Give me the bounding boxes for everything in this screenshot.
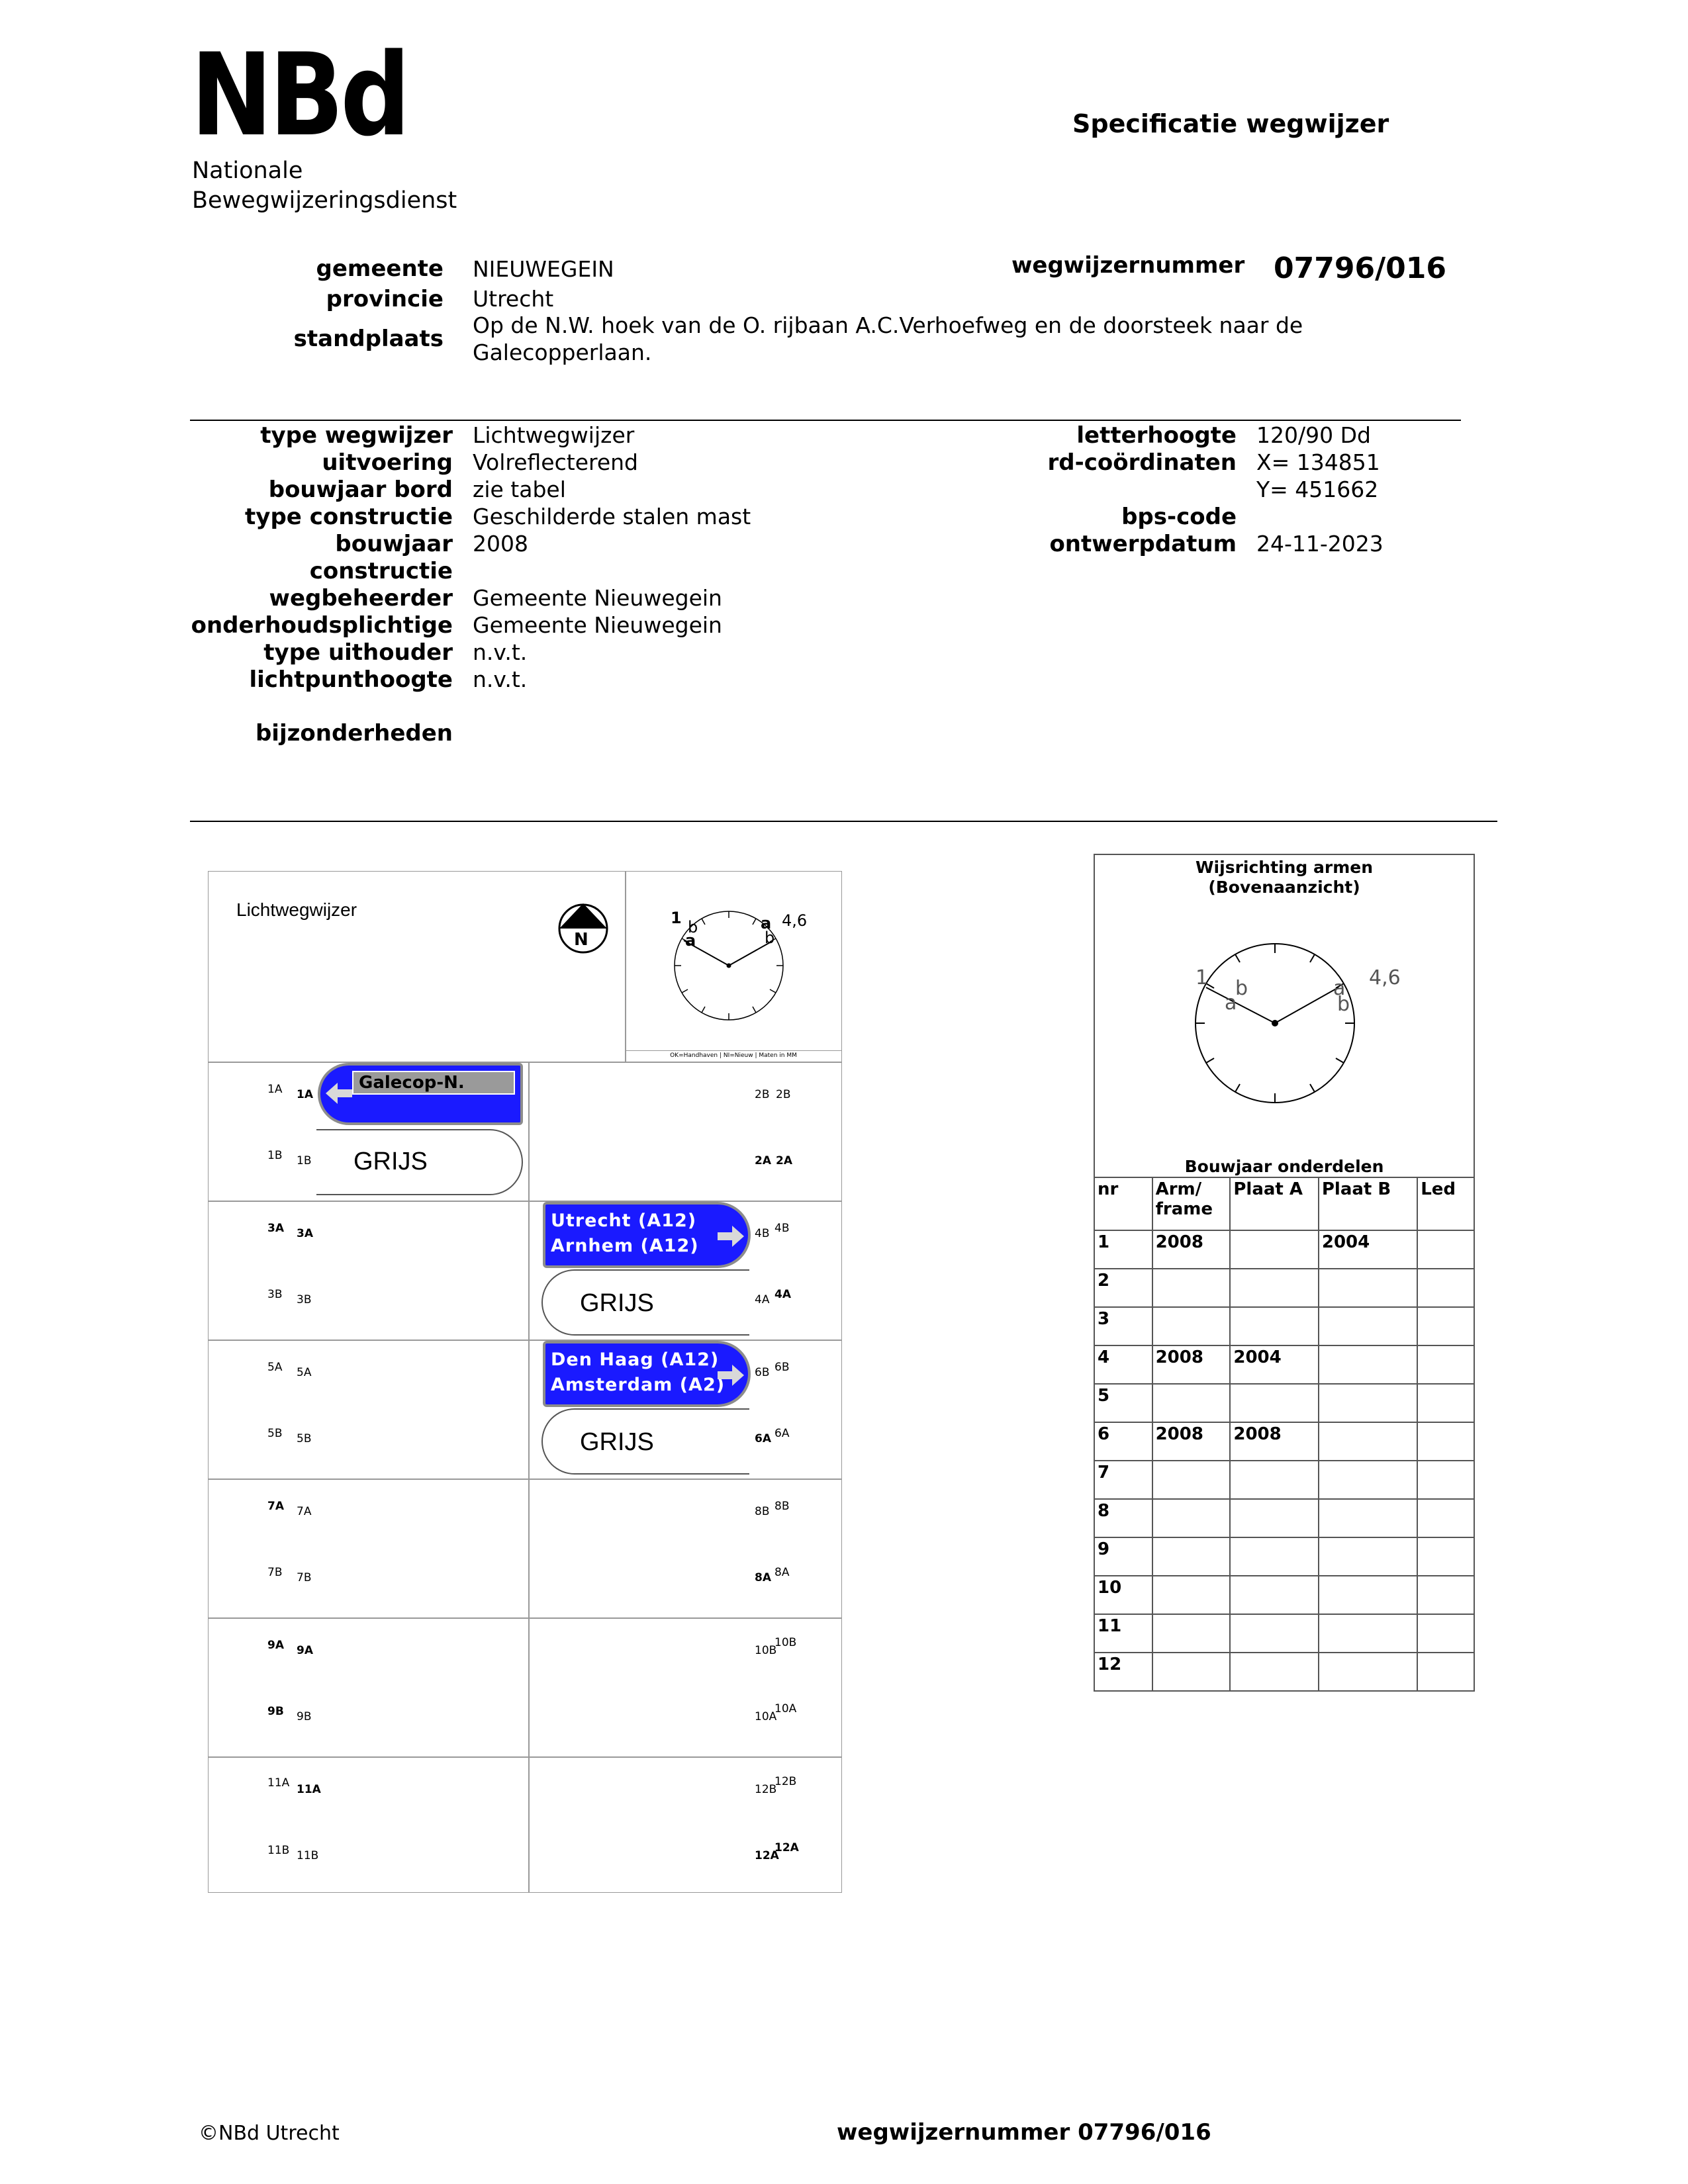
dial-right-b: b [1337,993,1350,1016]
bouwjaar-table [1094,1177,1475,1692]
table-row [1094,1499,1474,1537]
sign-1a-text: Galecop-N. [352,1071,515,1095]
table-cell [1417,1461,1474,1499]
onderhoudsplichtige-value: Gemeente Nieuwegein [473,612,722,638]
drawing-title-cell [208,871,626,1063]
slot-label: 2A [755,1154,771,1167]
provincie-label: provincie [326,286,444,312]
bouwjaar-constructie-label-2: constructie [309,558,453,584]
bijzonderheden-label: bijzonderheden [255,720,453,747]
table-cell: 5 [1094,1384,1152,1422]
slot-label: 11A [297,1783,321,1796]
dial-small-left-b: b [688,918,698,936]
dial-small-right-b: b [765,929,775,947]
table-cell [1230,1461,1319,1499]
slot-label: 5B [297,1432,312,1445]
table-row [1094,1307,1474,1345]
table-cell [1230,1307,1319,1345]
table-cell [1417,1384,1474,1422]
bouwjaar-title: Bouwjaar onderdelen [1184,1157,1384,1176]
letterhoogte-label: letterhoogte [1076,422,1237,449]
table-cell [1230,1537,1319,1576]
slot-label: 10B [774,1636,797,1649]
slot-label: 8B [774,1500,790,1513]
slot-label: 11B [297,1849,319,1862]
standplaats-line1: Op de N.W. hoek van de O. rijbaan A.C.Verhoefweg en de doorsteek naar de [473,312,1303,338]
grid-cell [208,1479,530,1619]
slot-label: 1B [297,1154,312,1167]
arrow-right-icon [715,1362,747,1388]
dial-left-num: 1 [1196,966,1209,989]
sign-6b [543,1341,751,1407]
table-cell [1319,1499,1417,1537]
rd-y-value: Y= 451662 [1256,477,1379,502]
table-cell [1152,1307,1231,1345]
drawing-title: Lichtwegwijzer [236,899,357,920]
dial-left-b: b [1235,977,1248,1000]
table-cell [1152,1576,1231,1614]
table-header-cell: Plaat A [1230,1177,1319,1230]
direction-dial-icon [1193,941,1358,1107]
slot-label: 5A [297,1366,312,1379]
table-cell: 2004 [1319,1230,1417,1269]
letterhoogte-value: 120/90 Dd [1256,422,1371,448]
logo-line2: Bewegwijzeringsdienst [192,187,457,214]
table-row [1094,1384,1474,1422]
type-constructie-value: Geschilderde stalen mast [473,504,751,529]
bps-code-label: bps-code [1121,504,1237,530]
table-cell [1319,1269,1417,1307]
lichtpunthoogte-value: n.v.t. [473,666,528,692]
bouwjaar-bord-label: bouwjaar bord [268,477,453,503]
table-row [1094,1345,1474,1384]
table-cell [1319,1576,1417,1614]
sign-6a-grijs [541,1408,749,1475]
rd-coordinaten-label: rd-coördinaten [1047,449,1237,476]
slot-label: 7A [297,1505,312,1518]
table-row [1094,1614,1474,1653]
table-header-cell: Arm/ frame [1152,1177,1231,1230]
table-cell: 1 [1094,1230,1152,1269]
table-header-cell: nr [1094,1177,1152,1230]
arrow-right-icon [715,1223,747,1250]
table-cell [1319,1537,1417,1576]
grid-cell [208,1756,530,1893]
table-cell: 2008 [1152,1345,1231,1384]
slot-label: 8B [755,1505,770,1518]
bouwjaar-constructie-value: 2008 [473,531,528,557]
slot-label: 9B [297,1710,312,1723]
table-cell: 2008 [1230,1422,1319,1461]
uitvoering-value: Volreflecterend [473,449,638,475]
table-cell [1417,1499,1474,1537]
slot-label: 4B [774,1222,790,1235]
grid-cell [528,1062,842,1202]
slot-label: 2A [776,1154,792,1167]
wegbeheerder-value: Gemeente Nieuwegein [473,585,722,611]
table-row [1094,1269,1474,1307]
table-cell [1417,1307,1474,1345]
slot-label: 5A [267,1361,283,1374]
slot-label: 12B [774,1775,797,1788]
slot-label: 7B [267,1566,283,1579]
dial-cell [625,871,842,1063]
table-cell [1152,1537,1231,1576]
slot-label: 2B [755,1088,770,1101]
dial-right-a: a [1333,977,1346,1000]
table-cell [1230,1614,1319,1653]
type-uithouder-label: type uithouder [263,639,453,666]
table-cell [1230,1653,1319,1691]
sign-4b [543,1202,751,1268]
slot-label: 1A [267,1083,283,1096]
slot-label: 4A [755,1293,770,1306]
table-cell [1152,1461,1231,1499]
dial-small-left-a: a [685,931,696,950]
table-cell: 7 [1094,1461,1152,1499]
divider-top [190,420,1461,421]
table-cell [1319,1422,1417,1461]
slot-label: 10A [755,1710,777,1723]
bouwjaar-bord-value: zie tabel [473,477,566,502]
table-cell [1152,1384,1231,1422]
table-cell: 2008 [1152,1422,1231,1461]
sign-6b-line1: Den Haag (A12) [551,1349,720,1370]
table-cell [1417,1576,1474,1614]
table-cell: 9 [1094,1537,1152,1576]
wegwijzernummer-value: 07796/016 [1274,251,1446,285]
slot-label: 9A [297,1644,313,1657]
table-cell: 3 [1094,1307,1152,1345]
table-cell [1417,1614,1474,1653]
table-cell [1319,1614,1417,1653]
table-cell [1152,1499,1231,1537]
table-header-cell: Plaat B [1319,1177,1417,1230]
ontwerpdatum-label: ontwerpdatum [1049,531,1237,557]
table-cell [1230,1499,1319,1537]
table-cell [1417,1269,1474,1307]
arrow-left-icon [323,1080,355,1107]
footer-copyright: ©NBd Utrecht [199,2122,340,2145]
grid-cell [528,1479,842,1619]
dial-small-right-a: a [761,914,772,933]
table-cell [1152,1614,1231,1653]
sign-drawing [208,871,842,1893]
bouwjaar-constructie-label-1: bouwjaar [335,531,453,557]
table-cell: 6 [1094,1422,1152,1461]
dial-small-left-num: 1 [671,909,682,927]
table-cell [1230,1230,1319,1269]
grid-cell [208,1201,530,1341]
grid-cell [208,1340,530,1480]
slot-label: 6B [774,1361,790,1374]
slot-label: 5B [267,1427,283,1440]
table-cell [1417,1230,1474,1269]
slot-label: 11B [267,1844,290,1857]
slot-label: 7A [267,1500,284,1513]
wijsrichting-box [1094,854,1475,1178]
uitvoering-label: uitvoering [322,449,453,476]
dial-right-num: 4,6 [1369,966,1401,989]
slot-label: 6B [755,1366,770,1379]
table-row [1094,1576,1474,1614]
slot-label: 6A [755,1432,771,1445]
ontwerpdatum-value: 24-11-2023 [1256,531,1383,557]
wijsrichting-title: Wijsrichting armen [1195,858,1374,877]
table-row [1094,1537,1474,1576]
footer-wegwijzernummer: wegwijzernummer 07796/016 [837,2119,1211,2146]
table-cell: 2004 [1230,1345,1319,1384]
slot-label: 3A [297,1227,313,1240]
sign-4b-line2: Arnhem (A12) [551,1236,699,1256]
table-row [1094,1653,1474,1691]
table-cell [1417,1653,1474,1691]
gemeente-label: gemeente [316,255,444,282]
logo-line1: Nationale [192,158,303,184]
standplaats-label: standplaats [293,326,444,352]
slot-label: 8A [755,1571,771,1584]
slot-label: 11A [267,1776,290,1790]
table-cell [1230,1576,1319,1614]
table-cell [1417,1345,1474,1384]
slot-label: 3A [267,1222,284,1235]
slot-label: 9A [267,1639,284,1652]
table-cell: 4 [1094,1345,1152,1384]
table-cell [1152,1269,1231,1307]
sign-6b-line2: Amsterdam (A2) [551,1375,726,1395]
grijs-label: GRIJS [353,1148,428,1175]
lichtpunthoogte-label: lichtpunthoogte [249,666,453,693]
sign-1a [318,1063,523,1125]
table-header-cell: Led [1417,1177,1474,1230]
slot-label: 2B [776,1088,791,1101]
table-row [1094,1461,1474,1499]
type-uithouder-value: n.v.t. [473,639,528,665]
divider-bottom [190,821,1497,822]
slot-label: 12A [755,1849,779,1862]
slot-label: 4B [755,1227,770,1240]
slot-label: 4A [774,1288,791,1301]
document-title: Specificatie wegwijzer [1072,109,1389,138]
slot-label: 6A [774,1427,790,1440]
dial-left-a: a [1225,991,1237,1015]
grijs-label: GRIJS [580,1289,654,1317]
slot-label: 12A [774,1841,799,1854]
table-cell [1319,1461,1417,1499]
table-cell: 8 [1094,1499,1152,1537]
sign-4b-line1: Utrecht (A12) [551,1210,697,1231]
table-cell [1417,1422,1474,1461]
table-cell [1319,1307,1417,1345]
slot-label: 10A [774,1702,797,1715]
sign-1b-grijs [316,1129,523,1195]
table-cell [1417,1537,1474,1576]
slot-label: 7B [297,1571,312,1584]
sign-4a-grijs [541,1269,749,1336]
wegbeheerder-label: wegbeheerder [269,585,453,612]
rd-x-value: X= 134851 [1256,449,1380,475]
slot-label: 12B [755,1783,777,1796]
type-wegwijzer-label: type wegwijzer [260,422,453,449]
table-cell: 12 [1094,1653,1152,1691]
north-label: N [574,930,588,950]
gemeente-value: NIEUWEGEIN [473,256,614,282]
provincie-value: Utrecht [473,286,554,312]
table-cell [1152,1653,1231,1691]
slot-label: 9B [267,1705,284,1718]
table-cell: 10 [1094,1576,1152,1614]
table-row [1094,1230,1474,1269]
grid-cell [208,1617,530,1758]
grijs-label: GRIJS [580,1428,654,1456]
table-header-row [1094,1177,1474,1230]
table-cell [1319,1653,1417,1691]
dial-small-right-num: 4,6 [782,911,808,930]
nbd-logo: NBd [191,28,407,161]
slot-label: 3B [297,1293,312,1306]
slot-label: 10B [755,1644,777,1657]
slot-label: 3B [267,1288,283,1301]
wijsrichting-subtitle: (Bovenaanzicht) [1208,878,1360,897]
type-constructie-label: type constructie [245,504,453,530]
standplaats-line2: Galecopperlaan. [473,340,652,365]
slot-label: 1A [297,1088,313,1101]
table-cell: 2008 [1152,1230,1231,1269]
table-cell [1319,1345,1417,1384]
table-cell: 11 [1094,1614,1152,1653]
table-cell [1319,1384,1417,1422]
drawing-legend: OK=Handhaven | NI=Nieuw | Maten in MM [626,1050,841,1059]
type-wegwijzer-value: Lichtwegwijzer [473,422,635,448]
wegwijzernummer-label: wegwijzernummer [1011,252,1245,279]
slot-label: 8A [774,1566,790,1579]
table-row [1094,1422,1474,1461]
onderhoudsplichtige-label: onderhoudsplichtige [191,612,453,639]
table-cell [1230,1384,1319,1422]
table-cell: 2 [1094,1269,1152,1307]
slot-label: 1B [267,1149,283,1162]
table-cell [1230,1269,1319,1307]
